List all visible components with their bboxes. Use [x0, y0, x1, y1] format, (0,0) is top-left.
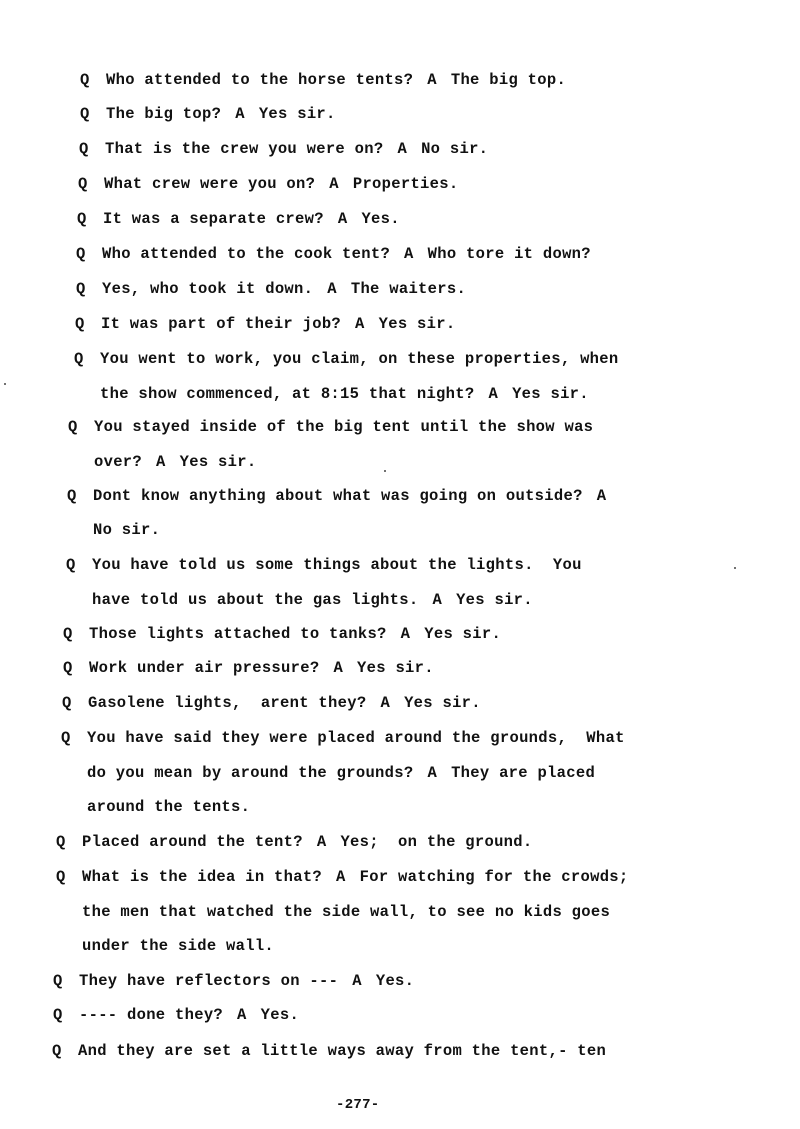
transcript-line — [68, 452, 256, 472]
answer-marker: A — [235, 105, 245, 123]
question-text: Work under air pressure? — [89, 659, 320, 677]
transcript-line — [80, 104, 336, 124]
question-text: And they are set a little ways away from the tent,- ten — [78, 1042, 607, 1060]
page-number: -277- — [336, 1097, 380, 1113]
question-text: The big top? — [106, 105, 222, 123]
question-text: over? — [94, 453, 143, 471]
answer-text: Yes. — [361, 210, 400, 228]
transcript-line — [66, 555, 582, 575]
answer-marker: A — [352, 972, 362, 990]
answer-text: Yes; on the ground. — [340, 833, 533, 851]
transcript-line — [53, 971, 414, 991]
question-text: You stayed inside of the big tent until the show was — [94, 418, 594, 436]
question-text: the show commenced, at 8:15 that night? — [100, 385, 475, 403]
question-text: No sir. — [93, 521, 161, 539]
question-marker: Q — [77, 210, 87, 228]
question-marker: Q — [76, 245, 86, 263]
question-text: Yes, who took it down. — [102, 280, 314, 298]
transcript-line — [74, 384, 589, 404]
scan-speck — [734, 567, 736, 569]
question-marker: Q — [76, 280, 86, 298]
answer-marker: A — [427, 764, 438, 782]
answer-marker: A — [336, 868, 346, 886]
transcript-line — [63, 624, 501, 644]
answer-text: For watching for the crowds; — [359, 868, 629, 886]
answer-text: The big top. — [450, 71, 567, 89]
answer-marker: A — [316, 833, 327, 851]
answer-marker: A — [397, 140, 408, 158]
question-text: Who attended to the cook tent? — [102, 245, 391, 263]
transcript-line — [61, 763, 595, 783]
answer-marker: A — [156, 453, 166, 471]
answer-text: Properties. — [352, 175, 459, 193]
question-text: ---- done they? — [79, 1006, 224, 1024]
question-marker: Q — [66, 556, 76, 574]
question-text: It was part of their job? — [101, 315, 342, 333]
question-text: What crew were you on? — [104, 175, 316, 193]
answer-text: Yes sir. — [357, 659, 434, 677]
answer-marker: A — [404, 245, 414, 263]
answer-text: Yes sir. — [404, 694, 481, 712]
question-marker: Q — [78, 175, 88, 193]
transcript-line — [66, 590, 533, 610]
transcript-line — [78, 174, 458, 194]
transcript-line — [67, 520, 160, 540]
question-marker: Q — [56, 833, 66, 851]
answer-text: Yes sir. — [512, 385, 589, 403]
answer-marker: A — [596, 487, 607, 505]
question-marker: Q — [63, 625, 73, 643]
question-text: Who attended to the horse tents? — [106, 71, 414, 89]
answer-text: No sir. — [421, 140, 489, 158]
question-marker: Q — [67, 487, 77, 505]
scan-speck — [4, 383, 6, 385]
question-marker: Q — [80, 71, 90, 89]
scan-speck — [384, 470, 386, 472]
answer-text: Yes sir. — [179, 453, 257, 471]
answer-marker: A — [427, 71, 437, 89]
question-marker: Q — [53, 972, 63, 990]
question-text: around the tents. — [87, 798, 251, 816]
answer-marker: A — [488, 385, 499, 403]
answer-text: Yes. — [260, 1006, 300, 1024]
question-text: Dont know anything about what was going on outside? — [93, 487, 583, 505]
question-marker: Q — [53, 1006, 63, 1024]
answer-text: Yes sir. — [424, 625, 502, 643]
answer-text: They are placed — [451, 764, 596, 782]
question-text: do you mean by around the grounds? — [87, 764, 414, 782]
question-marker: Q — [62, 694, 72, 712]
question-text: What is the idea in that? — [82, 868, 323, 886]
question-text: under the side wall. — [82, 937, 275, 955]
transcript-line — [68, 417, 593, 437]
transcript-line — [61, 797, 250, 817]
transcript-line — [56, 867, 629, 887]
answer-marker: A — [337, 210, 348, 228]
transcript-line — [63, 658, 434, 678]
transcript-line — [74, 349, 618, 369]
transcript-line — [52, 1041, 606, 1061]
transcript-line — [77, 209, 400, 229]
question-marker: Q — [68, 418, 78, 436]
question-marker: Q — [79, 140, 89, 158]
question-marker: Q — [80, 105, 90, 123]
answer-marker: A — [380, 694, 391, 712]
transcript-line — [67, 486, 620, 506]
transcript-line — [53, 1005, 299, 1025]
answer-marker: A — [400, 625, 411, 643]
question-text: You have said they were placed around the grounds, What — [87, 729, 625, 747]
question-marker: Q — [63, 659, 73, 677]
question-text: That is the crew you were on? — [105, 140, 384, 158]
question-marker: Q — [52, 1042, 62, 1060]
question-text: You went to work, you claim, on these properties, when — [100, 350, 619, 368]
transcript-line — [79, 139, 488, 159]
answer-text: Who tore it down? — [427, 245, 591, 263]
question-text: Placed around the tent? — [82, 833, 303, 851]
question-text: They have reflectors on --- — [79, 972, 339, 990]
answer-text: Yes sir. — [378, 315, 456, 333]
answer-marker: A — [329, 175, 339, 193]
question-marker: Q — [61, 729, 71, 747]
answer-marker: A — [432, 591, 443, 609]
answer-text: Yes sir. — [456, 591, 533, 609]
answer-marker: A — [355, 315, 365, 333]
question-text: Gasolene lights, arent they? — [88, 694, 367, 712]
transcript-line — [80, 70, 566, 90]
answer-text: Yes sir. — [258, 105, 336, 123]
transcript-line — [76, 279, 466, 299]
transcript-line — [61, 728, 625, 748]
answer-marker: A — [333, 659, 344, 677]
question-marker: Q — [75, 315, 85, 333]
question-text: It was a separate crew? — [103, 210, 324, 228]
question-text: You have told us some things about the lights. You — [92, 556, 582, 574]
transcript-line — [56, 902, 610, 922]
question-marker: Q — [74, 350, 84, 368]
answer-text: The waiters. — [350, 280, 467, 298]
answer-text: Yes. — [375, 972, 415, 990]
answer-marker: A — [237, 1006, 247, 1024]
transcript-line — [75, 314, 455, 334]
question-text: the men that watched the side wall, to see no kids goes — [82, 903, 611, 921]
question-text: have told us about the gas lights. — [92, 591, 419, 609]
transcript-line — [56, 832, 532, 852]
transcript-line — [56, 936, 274, 956]
transcript-line — [62, 693, 481, 713]
question-text: Those lights attached to tanks? — [89, 625, 387, 643]
answer-marker: A — [327, 280, 337, 298]
transcript-line — [76, 244, 591, 264]
question-marker: Q — [56, 868, 66, 886]
